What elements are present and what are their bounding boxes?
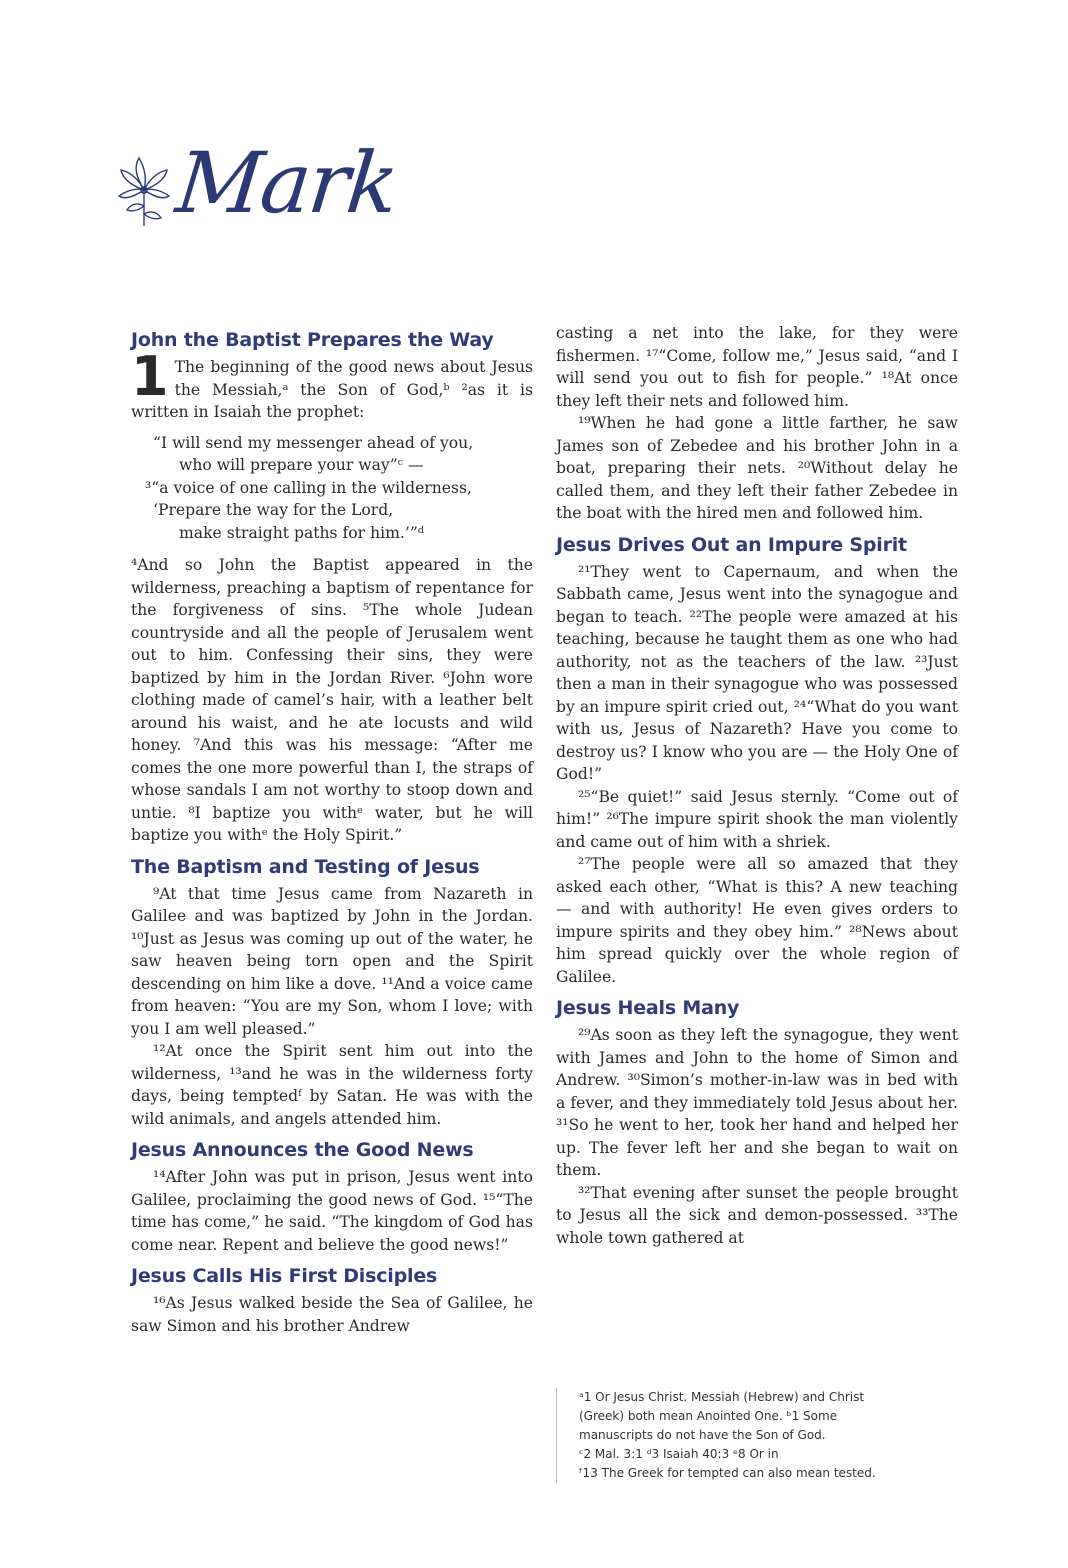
- verse-text: casting a net into the lake, for they were fishermen. ¹⁷“Come, follow me,” Jesus said, “and I will send you out to fish for people.” ¹⁸At once they left their nets and followed him.: [556, 324, 958, 410]
- verse-text: ⁹At that time Jesus came from Nazareth in Galilee and was baptized by John in the Jordan. ¹⁰Just as Jesus was coming up out of the water, he saw heaven being torn open and the Spirit descending on him like a dove. ¹¹And a voice came from heaven: “You are my Son, whom I love; with you I am well pleased.”: [131, 884, 533, 1038]
- verse-text: ²⁵“Be quiet!” said Jesus sternly. “Come out of him!” ²⁶The impure spirit shook the man violently and came out of him with a shriek.: [556, 787, 958, 851]
- footnote-line: ᶜ2 Mal. 3:1 ᵈ3 Isaiah 40:3 ᵉ8 Or in: [579, 1447, 779, 1461]
- section-heading: The Baptism and Testing of Jesus: [131, 855, 480, 878]
- verse-text: ¹²At once the Spirit sent him out into the wilderness, ¹³and he was in the wilderness forty days, being temptedᶠ by Satan. He was with the wild animals, and angels attended him.: [131, 1042, 533, 1128]
- book-title: Mark: [171, 134, 402, 232]
- poetry-line: ‘Prepare the way for the Lord,: [153, 501, 394, 519]
- left-column: [131, 320, 533, 1337]
- verse-text: The beginning of the good news about Jesus the Messiah,ᵃ the Son of God,ᵇ ²as it is written in Isaiah the prophet:: [131, 358, 533, 421]
- footnote-line: manuscripts do not have the Son of God.: [579, 1428, 826, 1442]
- book-title-block: [115, 134, 415, 260]
- verse-text: ²⁹As soon as they left the synagogue, they went with James and John to the home of Simon and Andrew. ³⁰Simon’s mother-in-law was in bed with a fever, and they immediately told Jesus about her. ³¹So he went to her, took her hand and helped her up. The fever left her and she began to wait on them.: [556, 1026, 958, 1179]
- verse-text: ⁴And so John the Baptist appeared in the wilderness, preaching a baptism of repentance for the forgiveness of sins. ⁵The whole Judean countryside and all the people of Jerusalem went out to him. Confessing their sins, they were baptized by him in the Jordan River. ⁶John wore clothing made of camel’s hair, with a leather belt around his waist, and he ate locusts and wild honey. ⁷And this was his message: “After me comes the one more powerful than I, the straps of whose sandals I am not worthy to stoop down and untie. ⁸I baptize you withᵉ water, but he will baptize you withᵉ the Holy Spirit.”: [131, 556, 533, 844]
- verse-text: ²¹They went to Capernaum, and when the Sabbath came, Jesus went into the synagogue and began to teach. ²²The people were amazed at his teaching, because he taught them as one who had authority, not as the teachers of the law. ²³Just then a man in their synagogue who was possessed by an impure spirit cried out, ²⁴“What do you want with us, Jesus of Nazareth? Have you come to destroy us? I know who you are — the Holy One of God!”: [556, 562, 958, 783]
- section-heading: Jesus Announces the Good News: [131, 1139, 474, 1161]
- poetry-line: who will prepare your way”ᶜ —: [179, 456, 424, 474]
- section-heading: Jesus Calls His First Disciples: [131, 1265, 438, 1287]
- right-column: [556, 320, 958, 1249]
- verse-text: ¹⁶As Jesus walked beside the Sea of Galilee, he saw Simon and his brother Andrew: [131, 1294, 533, 1335]
- footnotes: [556, 1388, 958, 1483]
- poetry-line: “I will send my messenger ahead of you,: [153, 433, 474, 452]
- verse-text: ³²That evening after sunset the people brought to Jesus all the sick and demon-possessed. ³³The whole town gathered at: [556, 1183, 958, 1247]
- footnote-line: ᶠ13 The Greek for tempted can also mean tested.: [579, 1466, 876, 1480]
- poetry-line: ³“a voice of one calling in the wilderness,: [145, 478, 472, 497]
- verse-text: ¹⁴After John was put in prison, Jesus went into Galilee, proclaiming the good news of God. ¹⁵“The time has come,” he said. “The kingdom of God has come near. Repent and believe the good news!”: [131, 1168, 533, 1254]
- section-heading: Jesus Heals Many: [556, 997, 740, 1019]
- section-heading: Jesus Drives Out an Impure Spirit: [556, 533, 907, 556]
- section-heading: John the Baptist Prepares the Way: [131, 329, 494, 351]
- footnote-line: (Greek) both mean Anointed One. ᵇ1 Some: [579, 1409, 838, 1423]
- footnote-line: ᵃ1 Or Jesus Christ. Messiah (Hebrew) and Christ: [579, 1390, 865, 1404]
- poetry-block: [131, 432, 533, 545]
- verse-text: ²⁷The people were all so amazed that they asked each other, “What is this? A new teaching — and with authority! He even gives orders to impure spirits and they obey him.” ²⁸News about him spread quickly over the whole region of Galilee.: [556, 855, 958, 986]
- flower-icon: [115, 150, 173, 228]
- chapter-number: 1: [131, 345, 169, 408]
- poetry-line: make straight paths for him.’”ᵈ: [179, 523, 425, 542]
- verse-text: ¹⁹When he had gone a little farther, he saw James son of Zebedee and his brother John in a boat, preparing their nets. ²⁰Without delay he called them, and they left their father Zebedee in the boat with the hired men and followed him.: [556, 414, 958, 522]
